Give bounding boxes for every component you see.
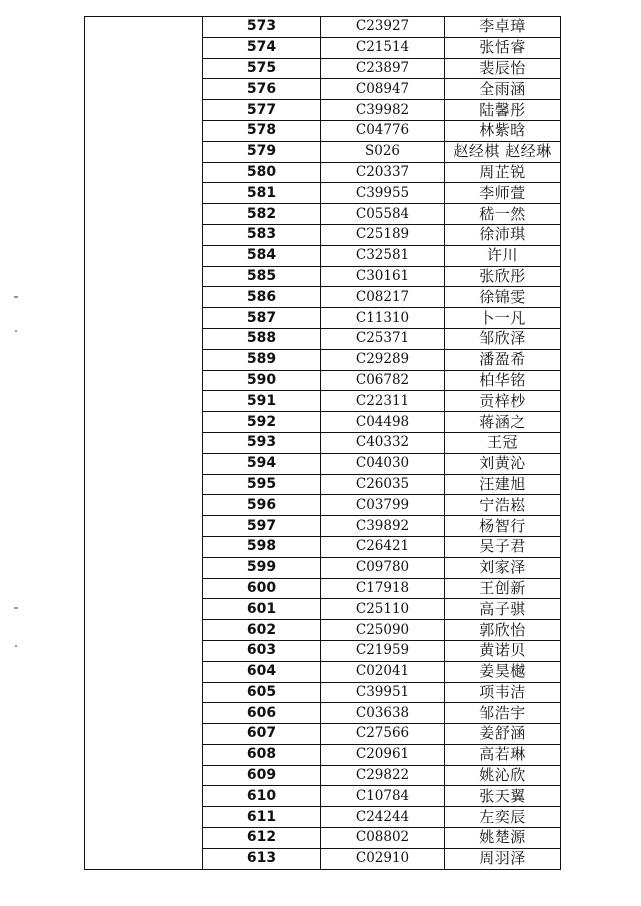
registration-code: C05584 xyxy=(321,204,445,225)
scan-speck xyxy=(14,296,18,298)
row-number: 584 xyxy=(203,245,321,266)
row-number: 596 xyxy=(203,495,321,516)
student-name: 潘盈希 xyxy=(445,349,561,370)
roster-table xyxy=(84,16,561,870)
registration-code: C02041 xyxy=(321,661,445,682)
row-number: 604 xyxy=(203,661,321,682)
row-number: 603 xyxy=(203,640,321,661)
student-name: 刘黄沁 xyxy=(445,453,561,474)
row-number: 585 xyxy=(203,266,321,287)
registration-code: C17918 xyxy=(321,578,445,599)
registration-code: C20961 xyxy=(321,744,445,765)
row-number: 600 xyxy=(203,578,321,599)
registration-code: C02910 xyxy=(321,848,445,869)
scan-speck xyxy=(14,607,18,609)
student-name: 王创新 xyxy=(445,578,561,599)
table-row xyxy=(85,17,561,38)
student-name: 郭欣怡 xyxy=(445,620,561,641)
row-number: 586 xyxy=(203,287,321,308)
registration-code: C03638 xyxy=(321,703,445,724)
registration-code: C11310 xyxy=(321,308,445,329)
student-name: 贡梓杪 xyxy=(445,391,561,412)
registration-code: C29289 xyxy=(321,349,445,370)
registration-code: C25189 xyxy=(321,224,445,245)
student-name: 高若琳 xyxy=(445,744,561,765)
row-number: 594 xyxy=(203,453,321,474)
row-number: 582 xyxy=(203,204,321,225)
student-name: 徐锦雯 xyxy=(445,287,561,308)
student-name: 王冠 xyxy=(445,432,561,453)
row-number: 602 xyxy=(203,620,321,641)
student-name: 杨智行 xyxy=(445,516,561,537)
row-number: 589 xyxy=(203,349,321,370)
scan-speck xyxy=(15,330,17,332)
registration-code: C22311 xyxy=(321,391,445,412)
row-number: 591 xyxy=(203,391,321,412)
registration-code: C25110 xyxy=(321,599,445,620)
registration-code: C06782 xyxy=(321,370,445,391)
student-name: 邹浩宇 xyxy=(445,703,561,724)
row-number: 608 xyxy=(203,744,321,765)
row-number: 583 xyxy=(203,224,321,245)
registration-code: C09780 xyxy=(321,557,445,578)
row-number: 592 xyxy=(203,412,321,433)
registration-code: C29822 xyxy=(321,765,445,786)
row-number: 605 xyxy=(203,682,321,703)
registration-code: C39892 xyxy=(321,516,445,537)
student-name: 黄诺贝 xyxy=(445,640,561,661)
registration-code: C21514 xyxy=(321,37,445,58)
student-name: 姚楚源 xyxy=(445,828,561,849)
row-number: 576 xyxy=(203,79,321,100)
registration-code: C39951 xyxy=(321,682,445,703)
row-number: 610 xyxy=(203,786,321,807)
row-number: 612 xyxy=(203,828,321,849)
registration-code: C30161 xyxy=(321,266,445,287)
row-number: 573 xyxy=(203,17,321,38)
registration-code: C39982 xyxy=(321,100,445,121)
student-name: 张恬睿 xyxy=(445,37,561,58)
student-name: 姜舒涵 xyxy=(445,724,561,745)
registration-code: C26421 xyxy=(321,536,445,557)
student-name: 项韦洁 xyxy=(445,682,561,703)
row-number: 578 xyxy=(203,120,321,141)
student-name: 陆馨彤 xyxy=(445,100,561,121)
student-name: 卜一凡 xyxy=(445,308,561,329)
student-name: 全雨涵 xyxy=(445,79,561,100)
student-name: 林紫晗 xyxy=(445,120,561,141)
registration-code: C21959 xyxy=(321,640,445,661)
registration-code: C04776 xyxy=(321,120,445,141)
merged-blank-cell xyxy=(85,17,203,870)
registration-code: C03799 xyxy=(321,495,445,516)
row-number: 598 xyxy=(203,536,321,557)
scan-speck xyxy=(15,645,17,647)
row-number: 580 xyxy=(203,162,321,183)
student-name: 左奕辰 xyxy=(445,807,561,828)
row-number: 606 xyxy=(203,703,321,724)
student-name: 许川 xyxy=(445,245,561,266)
student-name: 周芷锐 xyxy=(445,162,561,183)
student-name: 吴子君 xyxy=(445,536,561,557)
student-name: 嵇一然 xyxy=(445,204,561,225)
student-name: 汪建旭 xyxy=(445,474,561,495)
registration-code: C25371 xyxy=(321,328,445,349)
student-name: 裴辰怡 xyxy=(445,58,561,79)
student-name: 李卓璋 xyxy=(445,17,561,38)
row-number: 581 xyxy=(203,183,321,204)
row-number: 574 xyxy=(203,37,321,58)
registration-code: C10784 xyxy=(321,786,445,807)
row-number: 599 xyxy=(203,557,321,578)
registration-code: C40332 xyxy=(321,432,445,453)
registration-code: C08217 xyxy=(321,287,445,308)
row-number: 575 xyxy=(203,58,321,79)
student-name: 邹欣泽 xyxy=(445,328,561,349)
student-name: 刘家泽 xyxy=(445,557,561,578)
row-number: 593 xyxy=(203,432,321,453)
registration-code: C04498 xyxy=(321,412,445,433)
student-name: 姜昊樾 xyxy=(445,661,561,682)
student-name: 蒋涵之 xyxy=(445,412,561,433)
row-number: 613 xyxy=(203,848,321,869)
registration-code: S026 xyxy=(321,141,445,162)
registration-code: C27566 xyxy=(321,724,445,745)
student-name: 姚沁欣 xyxy=(445,765,561,786)
registration-code: C39955 xyxy=(321,183,445,204)
registration-code: C23927 xyxy=(321,17,445,38)
registration-code: C25090 xyxy=(321,620,445,641)
student-name: 周羽泽 xyxy=(445,848,561,869)
student-name: 宁浩崧 xyxy=(445,495,561,516)
registration-code: C23897 xyxy=(321,58,445,79)
row-number: 611 xyxy=(203,807,321,828)
row-number: 579 xyxy=(203,141,321,162)
row-number: 595 xyxy=(203,474,321,495)
row-number: 588 xyxy=(203,328,321,349)
registration-code: C08802 xyxy=(321,828,445,849)
registration-code: C24244 xyxy=(321,807,445,828)
row-number: 577 xyxy=(203,100,321,121)
registration-code: C26035 xyxy=(321,474,445,495)
student-name: 张欣彤 xyxy=(445,266,561,287)
student-name: 高子骐 xyxy=(445,599,561,620)
student-name: 张天翼 xyxy=(445,786,561,807)
row-number: 601 xyxy=(203,599,321,620)
student-name: 李师萱 xyxy=(445,183,561,204)
registration-code: C32581 xyxy=(321,245,445,266)
row-number: 590 xyxy=(203,370,321,391)
student-name: 赵经棋 赵经琳 xyxy=(445,141,561,162)
registration-code: C20337 xyxy=(321,162,445,183)
row-number: 609 xyxy=(203,765,321,786)
roster-body xyxy=(85,17,561,870)
row-number: 607 xyxy=(203,724,321,745)
row-number: 587 xyxy=(203,308,321,329)
registration-code: C08947 xyxy=(321,79,445,100)
student-name: 柏华铭 xyxy=(445,370,561,391)
registration-code: C04030 xyxy=(321,453,445,474)
student-name: 徐沛琪 xyxy=(445,224,561,245)
row-number: 597 xyxy=(203,516,321,537)
